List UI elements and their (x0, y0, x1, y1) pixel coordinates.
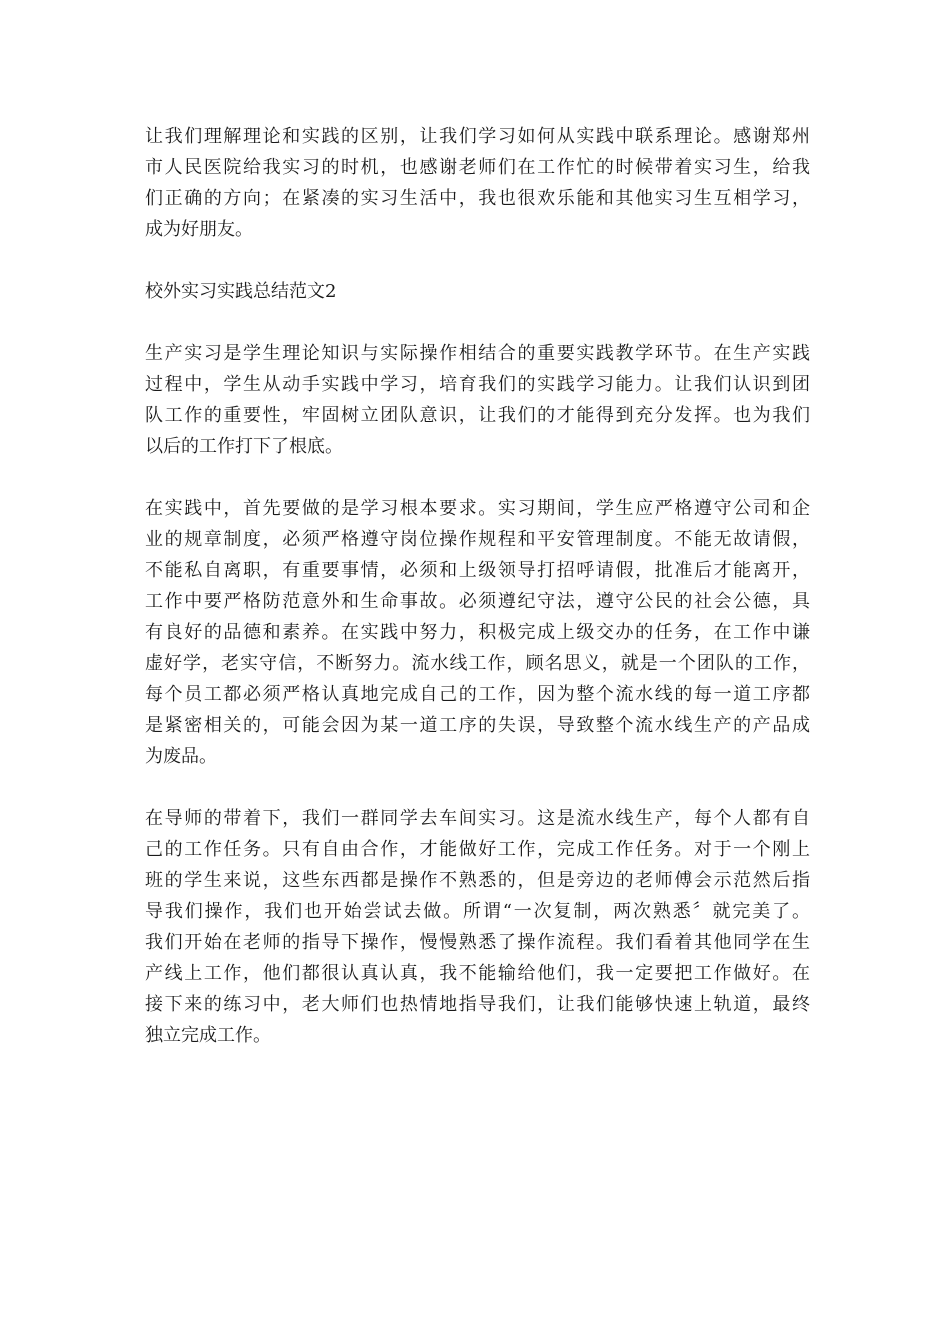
text-line: 生产实习是学生理论知识与实际操作相结合的重要实践教学环节。在生产实践 (145, 343, 810, 364)
text-line: 们正确的方向；在紧凑的实习生活中，我也很欢乐能和其他实习生互相学习， (145, 188, 810, 209)
text-line: 是紧密相关的，可能会因为某一道工序的失误，导致整个流水线生产的产品成 (145, 715, 810, 736)
text-line: 产线上工作，他们都很认真认真，我不能输给他们，我一定要把工作做好。在 (145, 963, 810, 984)
text-line: 导我们操作，我们也开始尝试去做。所谓“一次复制，两次熟悉〞就完美了。 (145, 901, 810, 922)
text-line: 市人民医院给我实习的时机，也感谢老师们在工作忙的时候带着实习生，给我 (145, 157, 810, 178)
text-line: 虚好学，老实守信，不断努力。流水线工作，顾名思义，就是一个团队的工作， (145, 653, 810, 674)
text-line: 队工作的重要性，牢固树立团队意识，让我们的才能得到充分发挥。也为我们 (145, 405, 810, 426)
text-line: 我们开始在老师的指导下操作，慢慢熟悉了操作流程。我们看着其他同学在生 (145, 932, 810, 953)
text-line: 工作中要严格防范意外和生命事故。必须遵纪守法，遵守公民的社会公德，具 (145, 591, 810, 612)
text-line: 有良好的品德和素养。在实践中努力，积极完成上级交办的任务，在工作中谦 (145, 622, 810, 643)
paragraph-1 (145, 121, 810, 245)
text-line: 为废品。 (145, 746, 217, 767)
text-line: 以后的工作打下了根底。 (145, 436, 343, 457)
text-line: 接下来的练习中，老大师们也热情地指导我们，让我们能够快速上轨道，最终 (145, 994, 810, 1015)
text-line: 让我们理解理论和实践的区别，让我们学习如何从实践中联系理论。感谢郑州 (145, 126, 810, 147)
text-line: 不能私自离职，有重要事情，必须和上级领导打招呼请假，批准后才能离开， (145, 560, 810, 581)
text-line: 在实践中，首先要做的是学习根本要求。实习期间，学生应严格遵守公司和企 (145, 498, 810, 519)
text-line: 在导师的带着下，我们一群同学去车间实习。这是流水线生产，每个人都有自 (145, 808, 810, 829)
text-line: 过程中，学生从动手实践中学习，培育我们的实践学习能力。让我们认识到团 (145, 374, 810, 395)
text-line: 每个员工都必须严格认真地完成自己的工作，因为整个流水线的每一道工序都 (145, 684, 810, 705)
text-line: 己的工作任务。只有自由合作，才能做好工作，完成工作任务。对于一个刚上 (145, 839, 810, 860)
paragraph-4 (145, 803, 810, 1051)
text-line: 班的学生来说，这些东西都是操作不熟悉的，但是旁边的老师傅会示范然后指 (145, 870, 810, 891)
text-line: 成为好朋友。 (145, 219, 253, 240)
section-heading: 校外实习实践总结范文2 (145, 281, 337, 302)
text-line: 独立完成工作。 (145, 1025, 271, 1046)
paragraph-2 (145, 338, 810, 462)
text-line: 业的规章制度，必须严格遵守岗位操作规程和平安管理制度。不能无故请假， (145, 529, 810, 550)
document-body (145, 121, 810, 1082)
paragraph-3 (145, 493, 810, 772)
